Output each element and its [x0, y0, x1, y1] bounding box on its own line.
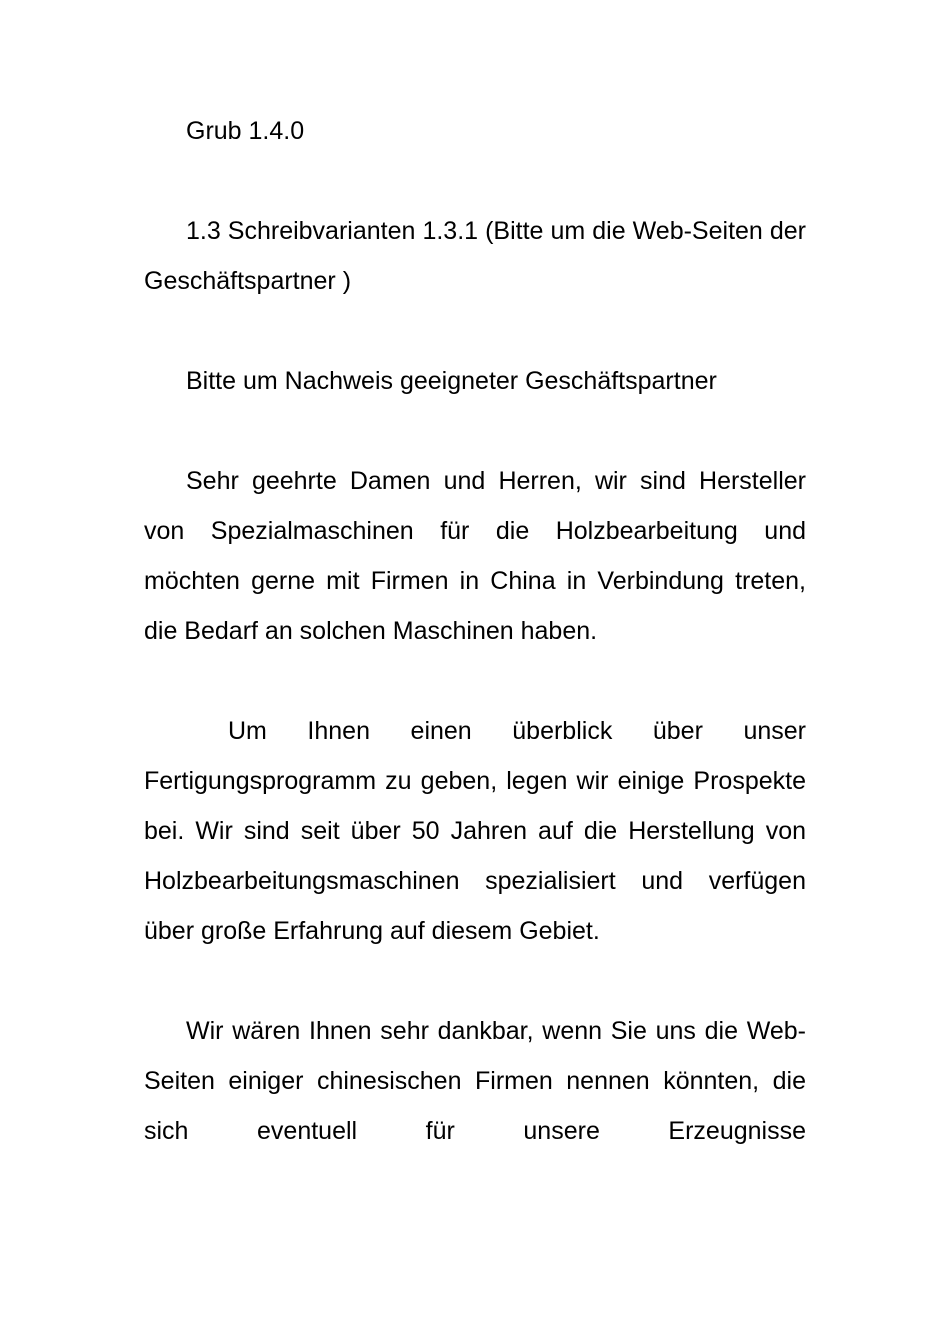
letter-paragraph-request: Wir wären Ihnen sehr dankbar, wenn Sie uns die Web-Seiten einiger chinesischen Firmen nennen könnten, die sich eventuell für unsere Erzeugnisse: [144, 1017, 806, 1145]
section-title: 1.3 Schreibvarianten 1.3.1 (Bitte um die Web-Seiten der Geschäftspartner ): [144, 217, 806, 295]
paragraph-gap: [144, 306, 806, 356]
letter-paragraph-overview: Um Ihnen einen überblick über unser Fertigungsprogramm zu geben, legen wir einige Prospekte bei. Wir sind seit über 50 Jahren auf die Herstellung von Holzbearbeitungsmaschinen spezialisiert und verfügen über große Erfahrung auf diesem Gebiet.: [144, 717, 806, 945]
paragraph-gap: [144, 406, 806, 456]
document-heading: Grub 1.4.0: [186, 117, 305, 145]
paragraph-gap: [144, 156, 806, 206]
paragraph-gap: [144, 656, 806, 706]
letter-paragraph-intro: Sehr geehrte Damen und Herren, wir sind Hersteller von Spezialmaschinen für die Holzbearbeitung und möchten gerne mit Firmen in China in Verbindung treten, die Bedarf an solchen Maschinen haben.: [144, 467, 806, 645]
document-body: [144, 106, 806, 1156]
letter-subject: Bitte um Nachweis geeigneter Geschäftspartner: [186, 367, 717, 395]
paragraph-gap: [144, 956, 806, 1006]
